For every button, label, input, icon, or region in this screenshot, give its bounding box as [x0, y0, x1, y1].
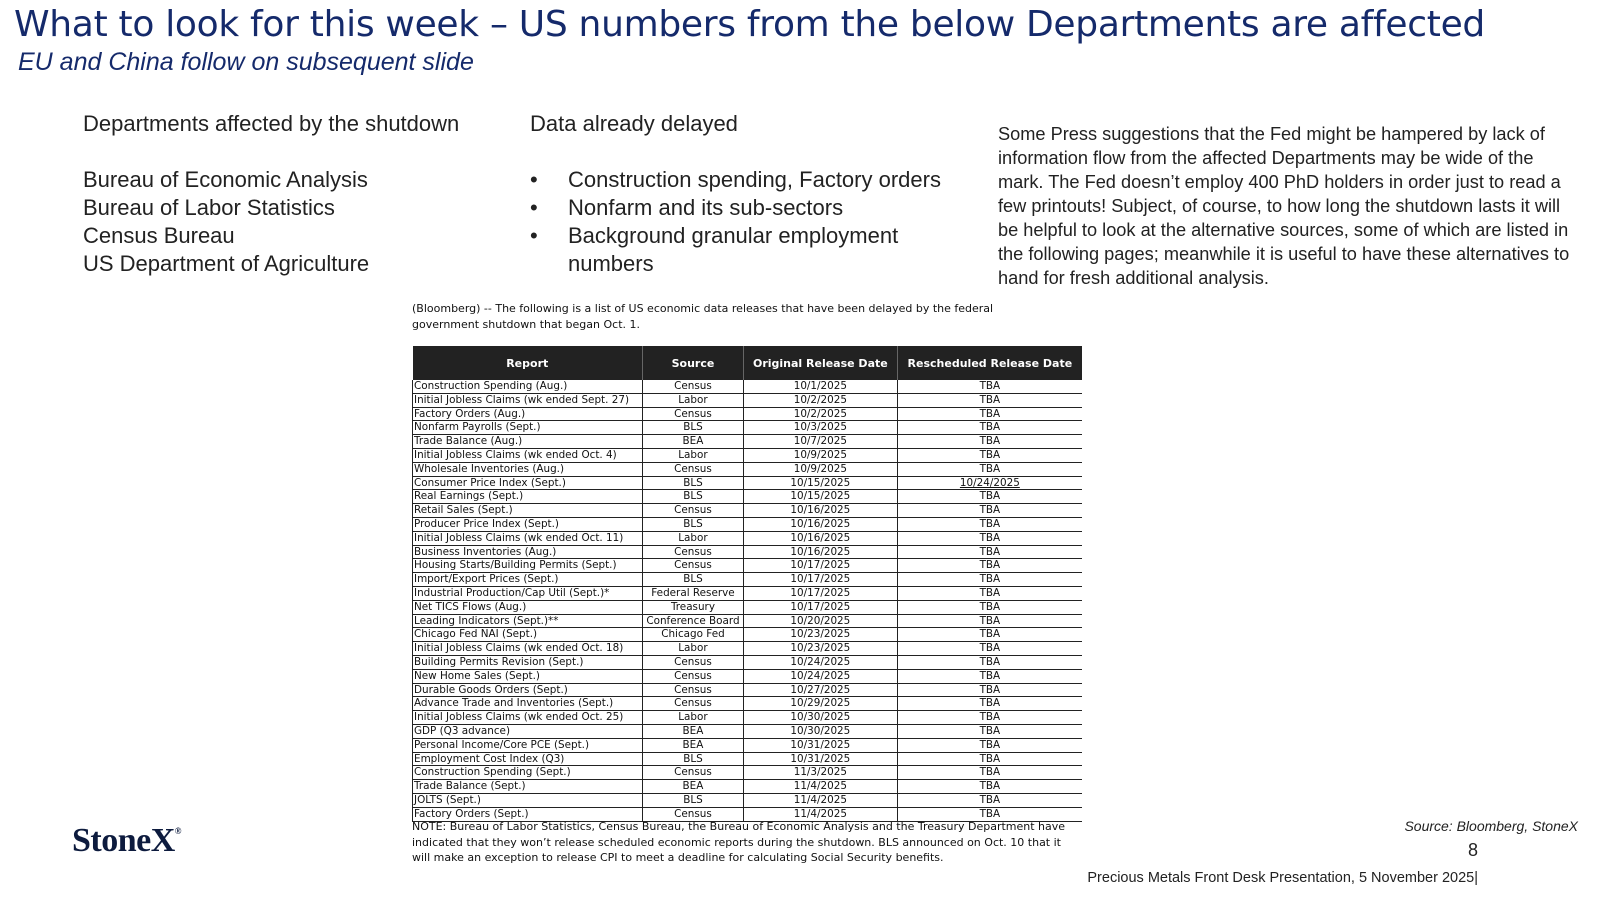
- rescheduled-date-cell: TBA: [897, 559, 1082, 573]
- bloomberg-intro: (Bloomberg) -- The following is a list of US economic data releases that have been delayed by the federal government shutdown that began Oct. 1.: [412, 302, 994, 331]
- table-row: [413, 711, 1083, 725]
- rescheduled-date-cell: TBA: [897, 517, 1082, 531]
- report-cell: Producer Price Index (Sept.): [413, 517, 643, 531]
- rescheduled-date-cell: TBA: [897, 738, 1082, 752]
- source-cell: Census: [642, 655, 743, 669]
- delayed-item: • Nonfarm and its sub-sectors: [530, 194, 970, 222]
- original-date-cell: 10/15/2025: [743, 476, 897, 490]
- table-row: [413, 504, 1083, 518]
- table-header-row: [413, 346, 1083, 380]
- rescheduled-date-cell: TBA: [897, 435, 1082, 449]
- table-row: [413, 628, 1083, 642]
- report-cell: Leading Indicators (Sept.)**: [413, 614, 643, 628]
- delayed-list: [530, 166, 970, 278]
- presentation-footer: Precious Metals Front Desk Presentation, 5 November 2025|: [1087, 870, 1478, 886]
- source-cell: Census: [642, 407, 743, 421]
- source-cell: BEA: [642, 780, 743, 794]
- source-cell: Labor: [642, 711, 743, 725]
- source-cell: Treasury: [642, 600, 743, 614]
- table-row: [413, 462, 1083, 476]
- report-cell: GDP (Q3 advance): [413, 724, 643, 738]
- rescheduled-date-cell: TBA: [897, 669, 1082, 683]
- table-row: [413, 531, 1083, 545]
- source-cell: BEA: [642, 738, 743, 752]
- table-row: [413, 766, 1083, 780]
- original-date-cell: 10/16/2025: [743, 531, 897, 545]
- table-body: [413, 380, 1083, 821]
- rescheduled-date-cell: TBA: [897, 807, 1082, 821]
- delayed-section: [530, 110, 970, 278]
- original-date-cell: 10/9/2025: [743, 448, 897, 462]
- source-cell: BLS: [642, 573, 743, 587]
- original-date-cell: 10/20/2025: [743, 614, 897, 628]
- original-date-cell: 10/9/2025: [743, 462, 897, 476]
- logo-registered-mark: ®: [174, 826, 182, 836]
- original-date-cell: 11/4/2025: [743, 780, 897, 794]
- column-header-original-date: Original Release Date: [743, 346, 897, 380]
- original-date-cell: 10/24/2025: [743, 655, 897, 669]
- table-row: [413, 724, 1083, 738]
- rescheduled-date-cell: TBA: [897, 780, 1082, 794]
- table-row: [413, 642, 1083, 656]
- source-cell: Chicago Fed: [642, 628, 743, 642]
- departments-section: [83, 110, 459, 278]
- table-row: [413, 752, 1083, 766]
- delayed-releases-table: [412, 346, 1082, 822]
- rescheduled-date-cell: TBA: [897, 393, 1082, 407]
- rescheduled-date-cell: TBA: [897, 531, 1082, 545]
- page-number: 8: [1467, 840, 1478, 860]
- department-item: US Department of Agriculture: [83, 251, 370, 276]
- source-cell: BEA: [642, 435, 743, 449]
- rescheduled-date-cell: TBA: [897, 642, 1082, 656]
- original-date-cell: 10/17/2025: [743, 600, 897, 614]
- table-row: [413, 614, 1083, 628]
- report-cell: Initial Jobless Claims (wk ended Oct. 11): [413, 531, 643, 545]
- original-date-cell: 10/24/2025: [743, 669, 897, 683]
- report-cell: Chicago Fed NAI (Sept.): [413, 628, 643, 642]
- table-row: [413, 655, 1083, 669]
- report-cell: Industrial Production/Cap Util (Sept.)*: [413, 586, 643, 600]
- rescheduled-date-cell: TBA: [897, 793, 1082, 807]
- original-date-cell: 11/4/2025: [743, 807, 897, 821]
- rescheduled-date-cell: TBA: [897, 766, 1082, 780]
- table-row: [413, 490, 1083, 504]
- source-cell: BLS: [642, 476, 743, 490]
- report-cell: Trade Balance (Sept.): [413, 780, 643, 794]
- table-row: [413, 669, 1083, 683]
- department-item: Bureau of Economic Analysis: [83, 167, 368, 192]
- rescheduled-date-cell: TBA: [897, 407, 1082, 421]
- report-cell: Construction Spending (Sept.): [413, 766, 643, 780]
- report-cell: Trade Balance (Aug.): [413, 435, 643, 449]
- report-cell: Construction Spending (Aug.): [413, 380, 643, 393]
- rescheduled-date-cell: TBA: [897, 490, 1082, 504]
- table-row: [413, 407, 1083, 421]
- report-cell: Retail Sales (Sept.): [413, 504, 643, 518]
- original-date-cell: 10/7/2025: [743, 435, 897, 449]
- report-cell: Housing Starts/Building Permits (Sept.): [413, 559, 643, 573]
- source-cell: Census: [642, 380, 743, 393]
- delayed-item: • Construction spending, Factory orders: [530, 166, 970, 194]
- table-row: [413, 780, 1083, 794]
- source-cell: BLS: [642, 793, 743, 807]
- report-cell: Initial Jobless Claims (wk ended Oct. 18): [413, 642, 643, 656]
- logo-text: StoneX: [72, 822, 175, 859]
- department-item: Bureau of Labor Statistics: [83, 195, 335, 220]
- rescheduled-date-cell: TBA: [897, 448, 1082, 462]
- original-date-cell: 10/15/2025: [743, 490, 897, 504]
- rescheduled-date-cell: TBA: [897, 504, 1082, 518]
- report-cell: Building Permits Revision (Sept.): [413, 655, 643, 669]
- table-row: [413, 517, 1083, 531]
- report-cell: Import/Export Prices (Sept.): [413, 573, 643, 587]
- column-header-source: Source: [642, 346, 743, 380]
- original-date-cell: 10/23/2025: [743, 628, 897, 642]
- original-date-cell: 10/16/2025: [743, 517, 897, 531]
- table-row: [413, 683, 1083, 697]
- rescheduled-date-cell: TBA: [897, 573, 1082, 587]
- source-cell: Labor: [642, 531, 743, 545]
- rescheduled-date-cell: TBA: [897, 752, 1082, 766]
- original-date-cell: 10/30/2025: [743, 711, 897, 725]
- original-date-cell: 10/31/2025: [743, 752, 897, 766]
- report-cell: Employment Cost Index (Q3): [413, 752, 643, 766]
- original-date-cell: 10/17/2025: [743, 559, 897, 573]
- original-date-cell: 10/17/2025: [743, 586, 897, 600]
- rescheduled-date-cell: TBA: [897, 600, 1082, 614]
- report-cell: JOLTS (Sept.): [413, 793, 643, 807]
- rescheduled-date-cell: TBA: [897, 724, 1082, 738]
- report-cell: Durable Goods Orders (Sept.): [413, 683, 643, 697]
- table-row: [413, 435, 1083, 449]
- original-date-cell: 10/2/2025: [743, 393, 897, 407]
- original-date-cell: 10/29/2025: [743, 697, 897, 711]
- original-date-cell: 11/3/2025: [743, 766, 897, 780]
- report-cell: Personal Income/Core PCE (Sept.): [413, 738, 643, 752]
- original-date-cell: 10/1/2025: [743, 380, 897, 393]
- press-commentary: Some Press suggestions that the Fed might be hampered by lack of information flow from the affected Departments may be wide of the mark. The Fed doesn’t employ 400 PhD holders in order just to read a few printouts! Subject, of course, to how long the shutdown lasts it will be helpful to look at the alternative sources, some of which are listed in the following pages; meanwhile it is useful to have these alternatives to hand for fresh additional analysis.: [998, 124, 1570, 288]
- stonex-logo: [72, 822, 181, 860]
- original-date-cell: 10/16/2025: [743, 545, 897, 559]
- rescheduled-date-cell: TBA: [897, 545, 1082, 559]
- original-date-cell: 10/27/2025: [743, 683, 897, 697]
- rescheduled-date-cell: TBA: [897, 462, 1082, 476]
- rescheduled-date-cell: TBA: [897, 655, 1082, 669]
- delayed-heading: Data already delayed: [530, 111, 738, 136]
- table-row: [413, 586, 1083, 600]
- department-item: Census Bureau: [83, 223, 235, 248]
- source-cell: Labor: [642, 393, 743, 407]
- table-row: [413, 380, 1083, 393]
- table-row: [413, 476, 1083, 490]
- delayed-item: • Background granular employment numbers: [530, 222, 970, 278]
- page-subtitle: EU and China follow on subsequent slide: [18, 48, 474, 76]
- rescheduled-date-cell: TBA: [897, 683, 1082, 697]
- rescheduled-date-cell: TBA: [897, 711, 1082, 725]
- column-header-rescheduled-date: Rescheduled Release Date: [897, 346, 1082, 380]
- rescheduled-date-cell: TBA: [897, 614, 1082, 628]
- page-title: What to look for this week – US numbers from the below Departments are affected: [14, 4, 1485, 45]
- delayed-releases-table-wrapper: [412, 346, 1082, 822]
- rescheduled-date-cell: TBA: [897, 697, 1082, 711]
- source-cell: Conference Board: [642, 614, 743, 628]
- original-date-cell: 10/2/2025: [743, 407, 897, 421]
- original-date-cell: 10/3/2025: [743, 421, 897, 435]
- source-cell: Census: [642, 766, 743, 780]
- source-cell: Labor: [642, 642, 743, 656]
- original-date-cell: 10/16/2025: [743, 504, 897, 518]
- original-date-cell: 10/23/2025: [743, 642, 897, 656]
- report-cell: Nonfarm Payrolls (Sept.): [413, 421, 643, 435]
- source-cell: Census: [642, 807, 743, 821]
- table-row: [413, 793, 1083, 807]
- rescheduled-date-cell: TBA: [897, 586, 1082, 600]
- table-row: [413, 600, 1083, 614]
- report-cell: Factory Orders (Sept.): [413, 807, 643, 821]
- table-row: [413, 421, 1083, 435]
- source-cell: Census: [642, 697, 743, 711]
- column-header-report: Report: [413, 346, 643, 380]
- report-cell: Initial Jobless Claims (wk ended Sept. 27): [413, 393, 643, 407]
- rescheduled-date-cell: TBA: [897, 421, 1082, 435]
- original-date-cell: 10/30/2025: [743, 724, 897, 738]
- source-cell: Census: [642, 545, 743, 559]
- source-note: Source: Bloomberg, StoneX: [1404, 818, 1578, 834]
- rescheduled-date-cell: TBA: [897, 628, 1082, 642]
- source-cell: Federal Reserve: [642, 586, 743, 600]
- report-cell: Real Earnings (Sept.): [413, 490, 643, 504]
- report-cell: Wholesale Inventories (Aug.): [413, 462, 643, 476]
- original-date-cell: 10/17/2025: [743, 573, 897, 587]
- table-row: [413, 448, 1083, 462]
- table-row: [413, 573, 1083, 587]
- report-cell: Initial Jobless Claims (wk ended Oct. 25): [413, 711, 643, 725]
- original-date-cell: 11/4/2025: [743, 793, 897, 807]
- source-cell: BLS: [642, 490, 743, 504]
- table-row: [413, 697, 1083, 711]
- source-cell: Census: [642, 683, 743, 697]
- bloomberg-note: NOTE: Bureau of Labor Statistics, Census Bureau, the Bureau of Economic Analysis and the Treasury Department have indicated that they won’t release scheduled economic reports during the shutdown. BLS announced on Oct. 10 that it will make an exception to release CPI to meet a deadline for calculating Social Security benefits.: [412, 820, 1066, 864]
- table-row: [413, 393, 1083, 407]
- source-cell: BLS: [642, 752, 743, 766]
- original-date-cell: 10/31/2025: [743, 738, 897, 752]
- report-cell: Consumer Price Index (Sept.): [413, 476, 643, 490]
- source-cell: Census: [642, 504, 743, 518]
- report-cell: Factory Orders (Aug.): [413, 407, 643, 421]
- source-cell: BEA: [642, 724, 743, 738]
- rescheduled-date-cell: 10/24/2025: [897, 476, 1082, 490]
- source-cell: BLS: [642, 421, 743, 435]
- source-cell: BLS: [642, 517, 743, 531]
- table-row: [413, 738, 1083, 752]
- rescheduled-date-cell: TBA: [897, 380, 1082, 393]
- report-cell: Initial Jobless Claims (wk ended Oct. 4): [413, 448, 643, 462]
- departments-heading: Departments affected by the shutdown: [83, 111, 460, 136]
- report-cell: Net TICS Flows (Aug.): [413, 600, 643, 614]
- source-cell: Labor: [642, 448, 743, 462]
- source-cell: Census: [642, 462, 743, 476]
- report-cell: New Home Sales (Sept.): [413, 669, 643, 683]
- source-cell: Census: [642, 559, 743, 573]
- report-cell: Advance Trade and Inventories (Sept.): [413, 697, 643, 711]
- table-row: [413, 559, 1083, 573]
- table-row: [413, 545, 1083, 559]
- report-cell: Business Inventories (Aug.): [413, 545, 643, 559]
- source-cell: Census: [642, 669, 743, 683]
